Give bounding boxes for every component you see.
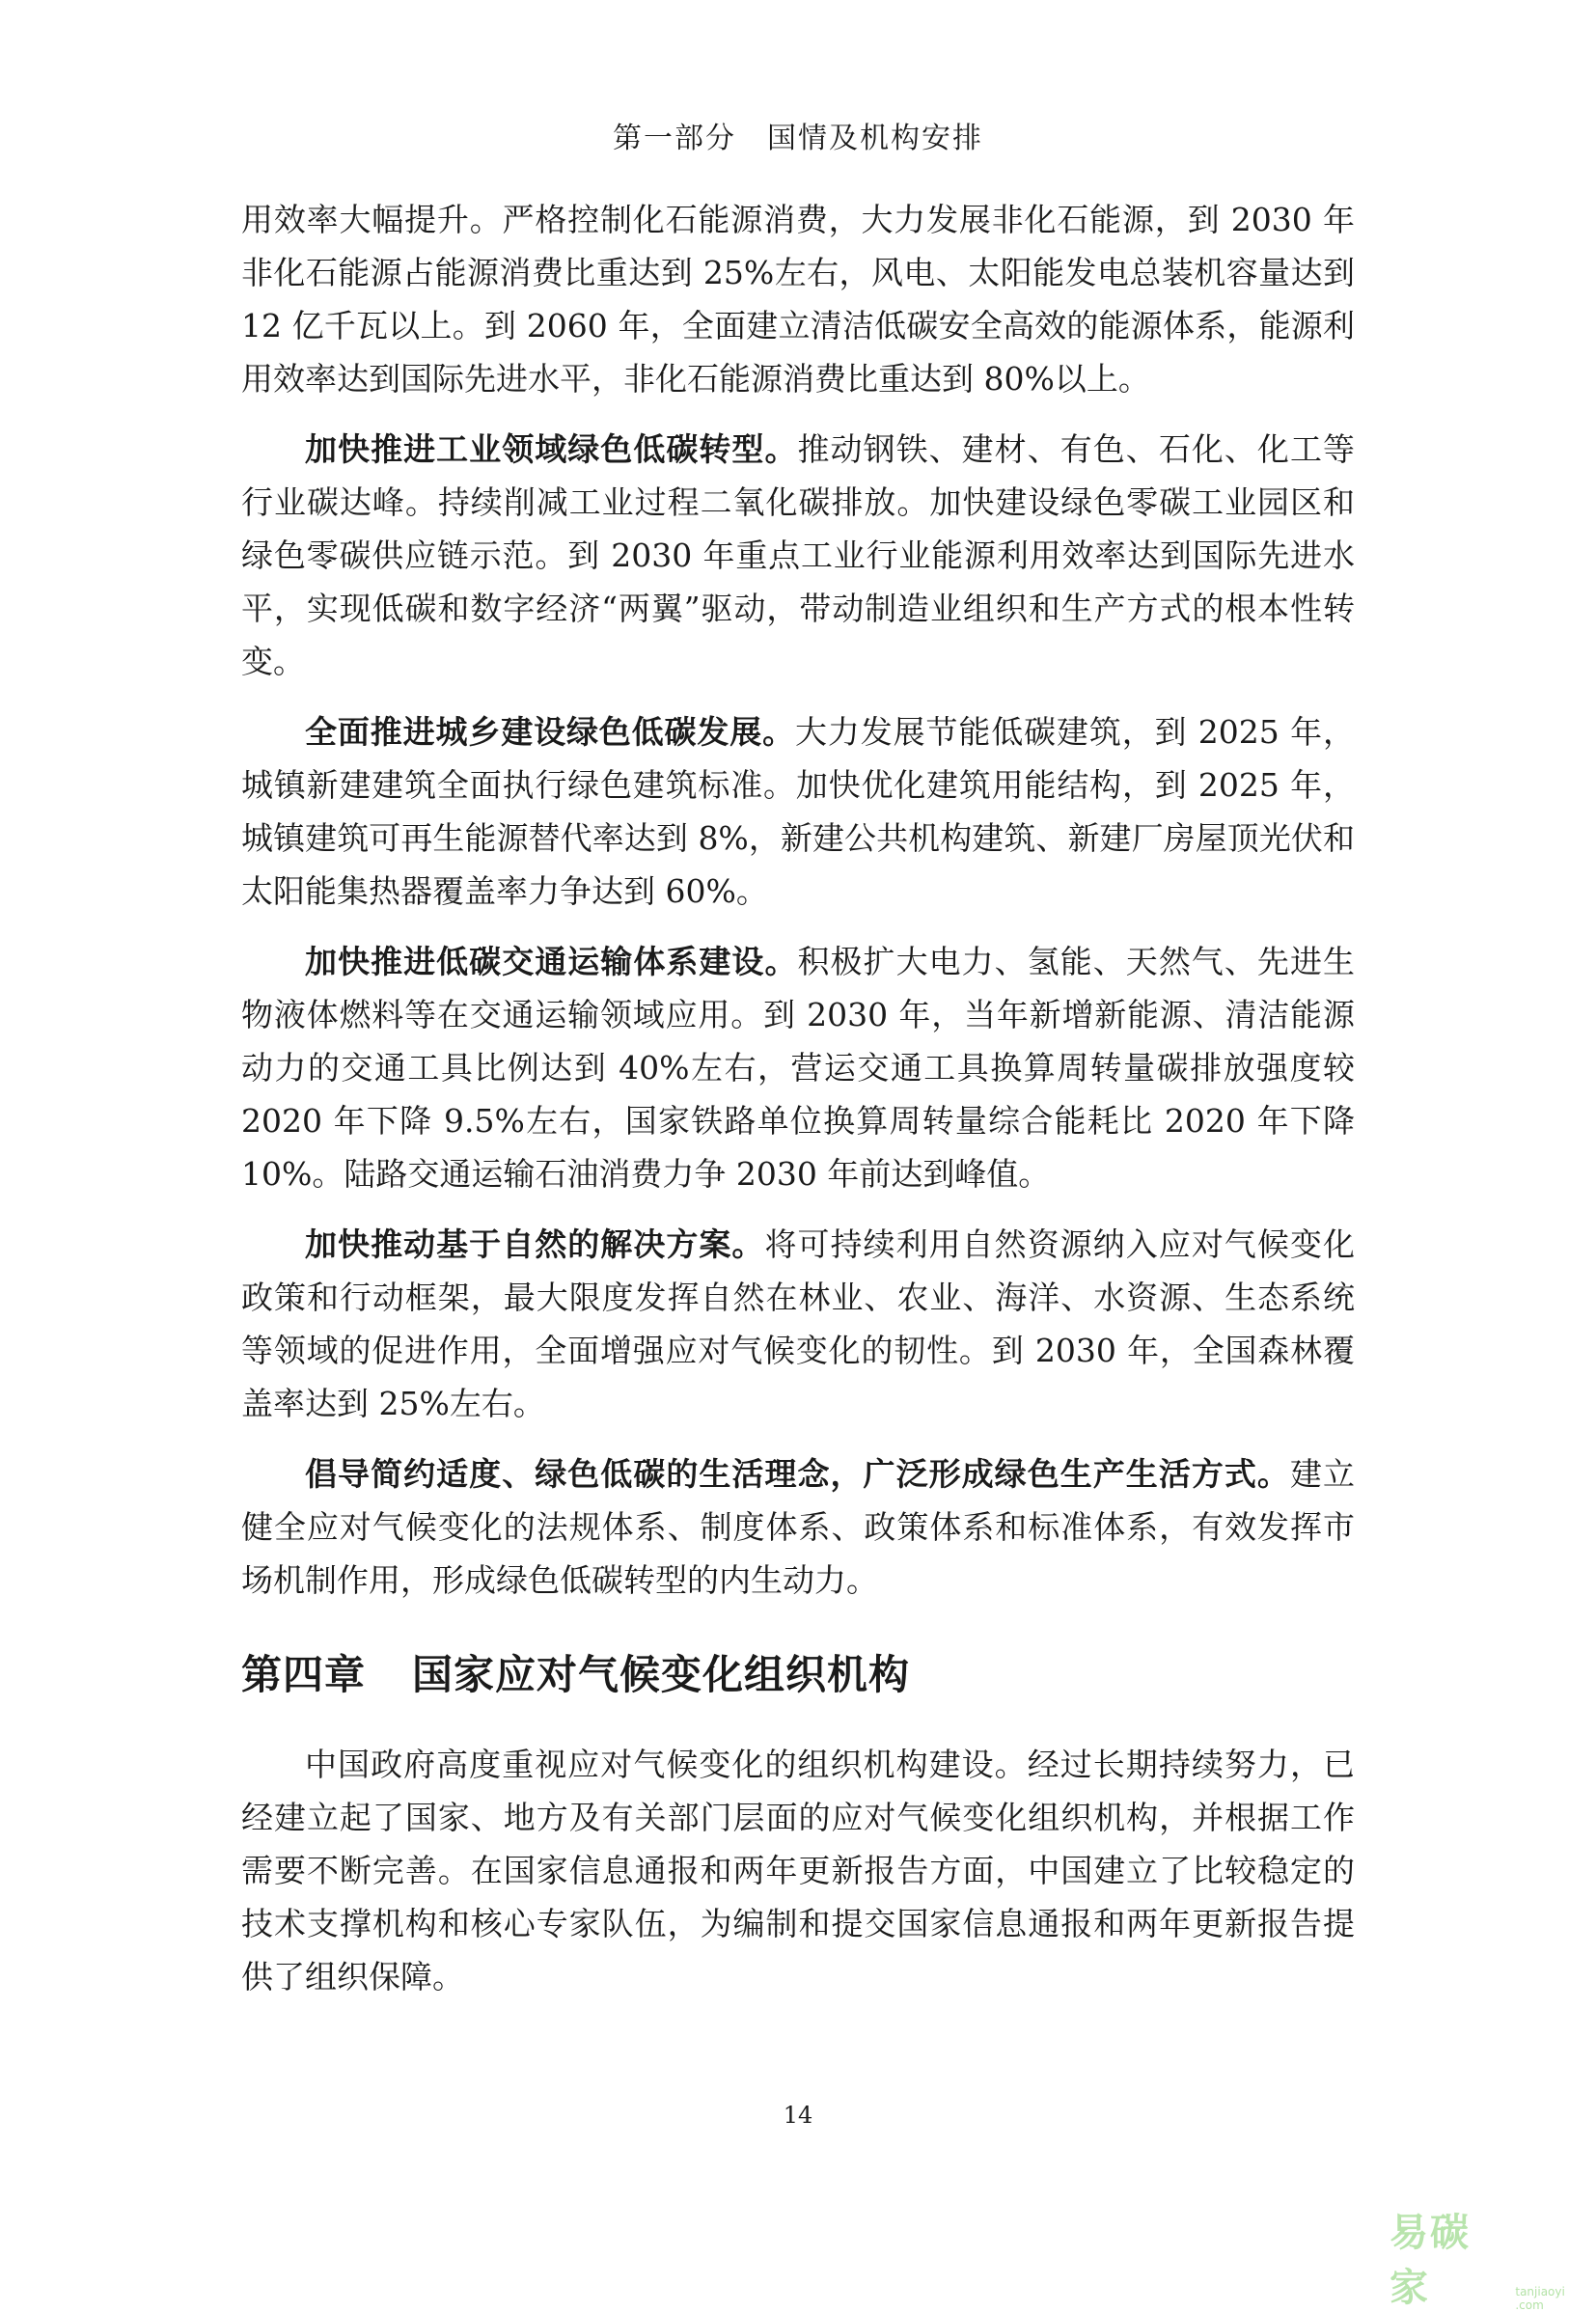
- paragraph-construction: [241, 705, 1355, 918]
- paragraph-lead: 倡导简约适度、绿色低碳的生活理念，广泛形成绿色生产生活方式。: [305, 1455, 1290, 1493]
- chapter-paragraph: [241, 1738, 1355, 2003]
- paragraph-lead: 加快推进低碳交通运输体系建设。: [305, 943, 798, 980]
- paragraph-transport: [241, 935, 1355, 1200]
- document-body: [241, 193, 1355, 2021]
- paragraph-industry: [241, 423, 1355, 688]
- watermark-text: 易碳家: [1390, 2211, 1471, 2310]
- paragraph-text: 中国政府高度重视应对气候变化的组织机构建设。经过长期持续努力，已经建立起了国家、地方及有关部门层面的应对气候变化组织机构，并根据工作需要不断完善。在国家信息通报和两年更新报告方面，中国建立了比较稳定的技术支撑机构和核心专家队伍，为编制和提交国家信息通报和两年更新报告提供了组织保障。: [241, 1746, 1355, 1995]
- watermark-logo: [1390, 2202, 1596, 2312]
- chapter-number: 第四章: [241, 1651, 367, 1698]
- paragraph-lead: 加快推动基于自然的解决方案。: [305, 1225, 765, 1263]
- page-number: 14: [783, 2102, 813, 2129]
- paragraph-lead: 加快推进工业领域绿色低碳转型。: [305, 430, 798, 468]
- chapter-heading: [241, 1643, 1355, 1701]
- paragraph-lifestyle: [241, 1447, 1355, 1607]
- paragraph-text: 推动钢铁、建材、有色、石化、化工等行业碳达峰。持续削减工业过程二氧化碳排放。加快建设绿色零碳工业园区和绿色零碳供应链示范。到 2030 年重点工业行业能源利用效率达到国际先进水平，实现低碳和数字经济“两翼”驱动，带动制造业组织和生产方式的根本性转变。: [241, 430, 1356, 680]
- watermark-domain: tanjiaoyi .com: [1515, 2285, 1565, 2312]
- running-header: 第一部分 国情及机构安排: [613, 122, 983, 155]
- paragraph-text: 将可持续利用自然资源纳入应对气候变化政策和行动框架，最大限度发挥自然在林业、农业、海洋、水资源、生态系统等领域的促进作用，全面增强应对气候变化的韧性。到 2030 年，全国森林覆盖率达到 25%左右。: [241, 1225, 1356, 1422]
- chapter-title: 国家应对气候变化组织机构: [412, 1651, 911, 1698]
- paragraph-nature: [241, 1218, 1355, 1430]
- paragraph-text: 积极扩大电力、氢能、天然气、先进生物液体燃料等在交通运输领域应用。到 2030 年，当年新增新能源、清洁能源动力的交通工具比例达到 40%左右，营运交通工具换算周转量碳排放强度较 2020 年下降 9.5%左右，国家铁路单位换算周转量综合能耗比 2020 年下降 10%。陆路交通运输石油消费力争 2030 年前达到峰值。: [241, 943, 1356, 1193]
- paragraph-text: 建立健全应对气候变化的法规体系、制度体系、政策体系和标准体系，有效发挥市场机制作用，形成绿色低碳转型的内生动力。: [241, 1455, 1356, 1599]
- paragraph-lead: 全面推进城乡建设绿色低碳发展。: [305, 713, 796, 751]
- paragraph-text: 用效率大幅提升。严格控制化石能源消费，大力发展非化石能源，到 2030 年非化石能源占能源消费比重达到 25%左右，风电、太阳能发电总装机容量达到 12 亿千瓦以上。到 2060 年，全面建立清洁低碳安全高效的能源体系，能源利用效率达到国际先进水平，非化石能源消费比重达到 80%以上。: [241, 201, 1355, 398]
- paragraph-text: 大力发展节能低碳建筑，到 2025 年，城镇新建建筑全面执行绿色建筑标准。加快优化建筑用能结构，到 2025 年，城镇建筑可再生能源替代率达到 8%，新建公共机构建筑、新建厂房屋顶光伏和太阳能集热器覆盖率力争达到 60%。: [241, 713, 1355, 910]
- paragraph-energy: [241, 193, 1355, 405]
